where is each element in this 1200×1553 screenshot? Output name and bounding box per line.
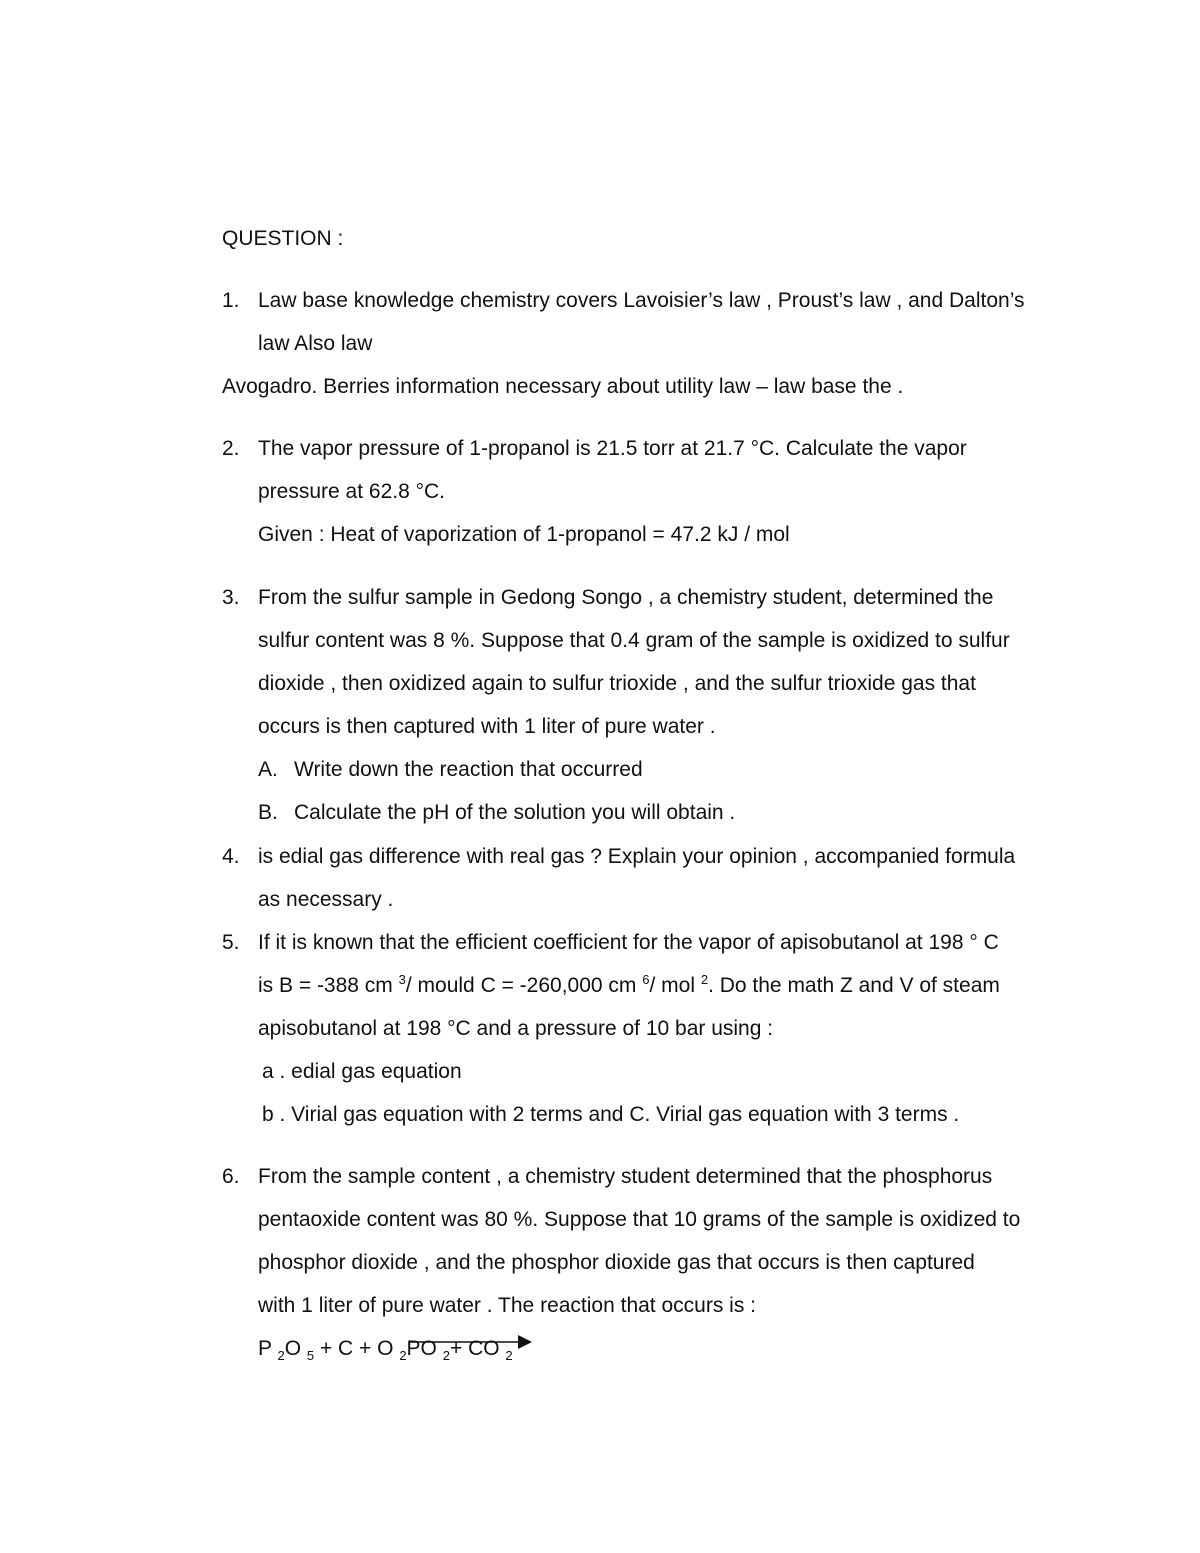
q5-line-3: apisobutanol at 198 °C and a pressure of 10 bar using : — [258, 1017, 774, 1040]
q3-line-1: From the sulfur sample in Gedong Songo , a chemistry student, determined the — [258, 586, 994, 609]
q5-sup-6: 6 — [642, 972, 650, 987]
q3-line-2: sulfur content was 8 %. Suppose that 0.4 gram of the sample is oxidized to sulfur — [258, 629, 1010, 652]
eq-plus-c-o: + C + O — [314, 1337, 400, 1360]
q5-sup-2: 2 — [700, 972, 709, 987]
q4-line-2: as necessary . — [258, 888, 394, 911]
q1-number: 1. — [222, 289, 240, 312]
q6-line-1: From the sample content , a chemistry student determined that the phosphorus — [258, 1165, 993, 1188]
q3-item-a-label: A. — [258, 758, 278, 781]
eq-o: O — [284, 1337, 307, 1360]
q5-line-2-part-a: is B = -388 cm — [258, 974, 399, 997]
q3-number: 3. — [222, 586, 240, 609]
q2-line-2: pressure at 62.8 °C. — [258, 480, 445, 503]
q4-line-1: is edial gas difference with real gas ? Explain your opinion , accompanied formula — [258, 845, 1016, 868]
q5-line-2-part-d: . Do the math Z and V of steam — [708, 974, 1000, 997]
eq-po: PO — [406, 1337, 443, 1360]
eq-sub-3: 2 — [399, 1348, 407, 1363]
q3-line-4: occurs is then captured with 1 liter of pure water . — [258, 715, 716, 738]
q3-line-3: dioxide , then oxidized again to sulfur trioxide , and the sulfur trioxide gas that — [258, 672, 976, 695]
eq-sub-5: 2 — [505, 1348, 513, 1363]
q5-line-2-part-b: / mould C = -260,000 cm — [405, 974, 643, 997]
q6-line-2: pentaoxide content was 80 %. Suppose that 10 grams of the sample is oxidized to — [258, 1208, 1021, 1231]
q3-item-b-text: Calculate the pH of the solution you will obtain . — [294, 801, 736, 824]
q2-number: 2. — [222, 437, 240, 460]
q6-line-3: phosphor dioxide , and the phosphor dioxide gas that occurs is then captured — [258, 1251, 975, 1274]
q3-item-a-text: Write down the reaction that occurred — [294, 758, 643, 781]
eq-sub-2: 5 — [306, 1348, 315, 1363]
reaction-arrow-icon — [410, 1334, 534, 1352]
eq-sub-1: 2 — [277, 1348, 285, 1363]
q4-number: 4. — [222, 845, 240, 868]
q1-line-2: law Also law — [258, 332, 373, 355]
q3-item-b-label: B. — [258, 801, 278, 824]
eq-sub-4: 2 — [442, 1348, 450, 1363]
q1-line-3: Avogadro. Berries information necessary about utility law – law base the . — [222, 375, 904, 398]
q5-item-a: a . edial gas equation — [262, 1060, 462, 1083]
q5-item-b: b . Virial gas equation with 2 terms and C. Virial gas equation with 3 terms . — [262, 1103, 960, 1126]
q5-line-2 — [258, 973, 1000, 1001]
q1-line-1: Law base knowledge chemistry covers Lavoisier’s law , Proust’s law , and Dalton’s — [258, 289, 1025, 312]
q6-line-4: with 1 liter of pure water . The reaction that occurs is : — [258, 1294, 757, 1317]
q5-sup-3: 3 — [398, 972, 406, 987]
q2-line-3: Given : Heat of vaporization of 1-propanol = 47.2 kJ / mol — [258, 523, 790, 546]
q5-line-1: If it is known that the efficient coefficient for the vapor of apisobutanol at 198 ° C — [258, 931, 999, 954]
q2-line-1: The vapor pressure of 1-propanol is 21.5 torr at 21.7 °C. Calculate the vapor — [258, 437, 967, 460]
eq-p: P — [258, 1337, 278, 1360]
q6-number: 6. — [222, 1165, 240, 1188]
eq-co: + CO — [449, 1337, 506, 1360]
q5-line-2-part-c: / mol — [649, 974, 701, 997]
heading: QUESTION : — [222, 227, 344, 250]
q5-number: 5. — [222, 931, 240, 954]
